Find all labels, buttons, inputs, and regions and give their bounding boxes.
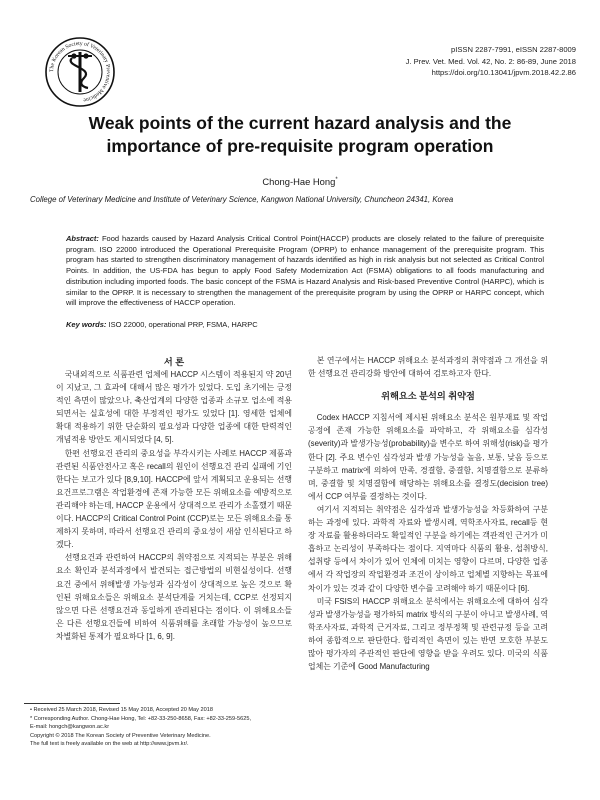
- abstract-text: Food hazards caused by Hazard Analysis Critical Control Point(HACCP) products are closely related to the failure of prerequisite program. ISO 22000 introduced the Operational Prerequisite Program (OPRP) to enhance management of the prerequisite program. This program has started to strengthen discriminatory management of hazards identified as high in risk analysis but not selected as Critical Control Points. In addition, the US-FDA has begun to apply Food Safety Modernization Act (FSMA) obligations to all foods manufacturing and distribution including imported foods. The basic concept of the FSMA is Hazard Analysis and Risk-based Preventive Control (HARPC), which is similar to the OPRP. It is necessary to strengthen the management of the prerequisite program by using the OPRP or HARPC concept, which will improve the effectiveness of HACCP operation.: [66, 234, 545, 308]
- paragraph: 여기서 지적되는 취약점은 심각성과 발생가능성을 차등화하여 구분하는 과정에 있다. 과학적 자료와 발생시례, 역학조사자료, recall등 현장 자료를 활용하더라도 확일적인 구분을 하기에는 객관적인 근거가 미흡하고 논리성이 부족하다는 점이다. 지역마다 식품의 활용, 섭취방식, 섭취량 등에서 차이가 있어 인체에 미치는 영향이 다르며, 다양한 업종에서 각 작업장의 작업환경과 조건이 상이하고 업체별 지향하는 목표에 차이가 있는 것과 같이 다양한 변수를 고려해야 하기 때문이다 [6].: [308, 504, 548, 593]
- seal-text: The Korean Society of Veterinary Preventive Medicine: [48, 40, 112, 103]
- author: [0, 176, 600, 187]
- citation: J. Prev. Vet. Med. Vol. 42, No. 2: 86-89, June 2018: [405, 56, 576, 66]
- section-heading-weak-points: 위해요소 분석의 취약점: [381, 391, 475, 402]
- article-title: [60, 112, 540, 158]
- footnote: • Received 25 March 2018, Revised 15 May 2018, Accepted 20 May 2018: [30, 707, 213, 713]
- footnote: E-mail: hongch@kangwon.ac.kr: [30, 724, 110, 731]
- journal-metadata: [406, 44, 576, 79]
- issn: pISSN 2287-7991, eISSN 2287-8009: [451, 45, 576, 54]
- footnote: The full text is freely available on the web at http://www.jpvm.kr/.: [30, 741, 189, 748]
- paragraph: 미국 FSIS의 HACCP 위해요소 분석에서는 위해요소에 대하여 심각성과 발생가능성을 평가하되 matrix 방식의 구분이 아니고 발생사례, 역학조사자료, 과학적 근거자료, 그리고 정부정책 및 관련규정 등을 고려하여 종합적으로 판단한다. 합리적인 측면이 있는 반면 모호한 부분도 많아 평가자의 주관적인 판단에 영향을 받을 우려도 있다. 미국의 식품업체는 기준에 Good Manufacturing: [308, 596, 548, 672]
- paragraph: Codex HACCP 지침서에 제시된 위해요소 분석은 원부재료 및 작업공정에 존재 가능한 위해요소를 파악하고, 각 위해요소를 심각성(severity)과 발생가능성(probability)을 변수로 하여 위해성(risk)을 평가한다 [2]. 주요 변수인 심각성과 발생 가능성을 높음, 보통, 낮음 등으로 구분하고 matrix에 의하여 만족, 경결함, 중결함, 치명결함으로 분류하며, 중결함 및 치명결함에 해당하는 위해요소를 결정도(decision tree)에서 CCP 여부를 결정하는 것이다.: [308, 413, 548, 501]
- keywords: [66, 320, 544, 331]
- footnotes: [30, 706, 290, 749]
- corresponding-mark: *: [335, 176, 338, 183]
- doi-link[interactable]: https://doi.org/10.13041/jpvm.2018.42.2.86: [431, 68, 576, 77]
- section-heading-introduction: 서 론: [163, 357, 185, 367]
- title-line: importance of pre-requisite program operation: [106, 136, 494, 156]
- right-column: [308, 354, 548, 673]
- footnote-divider: [24, 703, 120, 704]
- left-column: [56, 357, 292, 643]
- footnote: Copyright © 2018 The Korean Society of Preventive Veterinary Medicine.: [30, 732, 211, 739]
- paragraph: 국내외적으로 식품관련 업체에 HACCP 시스템이 적용된지 약 20년이 지났고, 그 효과에 대해서 많은 평가가 있었다. 도입 초기에는 긍정적인 측면이 많았으나, 축산업계의 다양한 업종과 소규모 업소에 적용되면서는 실효성에 대한 부정적인 평가도 있었다 [1]. 영세한 업체에 확대 적용하기 위한 단순화의 필요성과 다양한 업종에 대한 탄력적인 개념적용 방안도 제시되었다 [4, 5].: [56, 370, 292, 445]
- footnote: * Corresponding Author. Chong-Hae Hong, Tel: +82-33-250-8658, Fax: +82-33-259-5625,: [30, 715, 251, 722]
- abstract-label: Abstract:: [66, 234, 99, 243]
- society-seal-logo: [44, 36, 116, 108]
- affiliation: College of Veterinary Medicine and Institute of Veterinary Science, Kangwon National University, Chuncheon 24341, Korea: [30, 195, 454, 204]
- abstract: [66, 234, 544, 309]
- keywords-label: Key words:: [66, 320, 107, 329]
- author-name: Chong-Hae Hong: [262, 176, 336, 187]
- paragraph: 선행요건과 관련하여 HACCP의 취약점으로 지적되는 부분은 위해요소 확인과 분석과정에서 발견되는 접근방법의 비현실성이다. 선행요건 중에서 위해발생 가능성과 심각성이 상대적으로 높은 것으로 확인된 위해요소들은 위해요소 분석단계를 거치는데, CCP로 선정되지 않으면 다른 선행요건과 동일하게 관리된다는 점이다. 이 위해요소들은 다른 선행요건들에 비하여 식품위해를 초래할 가능성이 높으므로 차별화된 통제가 필요하다 [1, 6, 9].: [56, 553, 292, 641]
- keywords-text: ISO 22000, operational PRP, FSMA, HARPC: [108, 320, 258, 329]
- paragraph: 본 연구에서는 HACCP 위해요소 분석과정의 취약점과 그 개선을 위한 선행요건 관리강화 방안에 대하여 검토하고자 한다.: [308, 356, 548, 379]
- paragraph: 한편 선행요건 관리의 중요성을 부각시키는 사례로 HACCP 제품과 관련된 식품안전사고 혹은 recall의 원인이 선행요건 관리 실패에 기인한다는 보고가 있다 [8,9,10]. HACCP에 앞서 계획되고 운용되는 선행요건프로그램은 작업환경에 존재 가능한 모든 위해요소를 예방적으로 관리해야 하는데, HACCP 운용에서 상대적으로 관리가 소홀했기 때문이다. HACCP의 Critical Control Point (CCP)로는 모든 위해요소를 통제하지 못하며, 따라서 선행요건 관리의 중요성이 새삼 인식된다고 하겠다.: [56, 448, 292, 550]
- title-line: Weak points of the current hazard analysis and the: [88, 113, 512, 133]
